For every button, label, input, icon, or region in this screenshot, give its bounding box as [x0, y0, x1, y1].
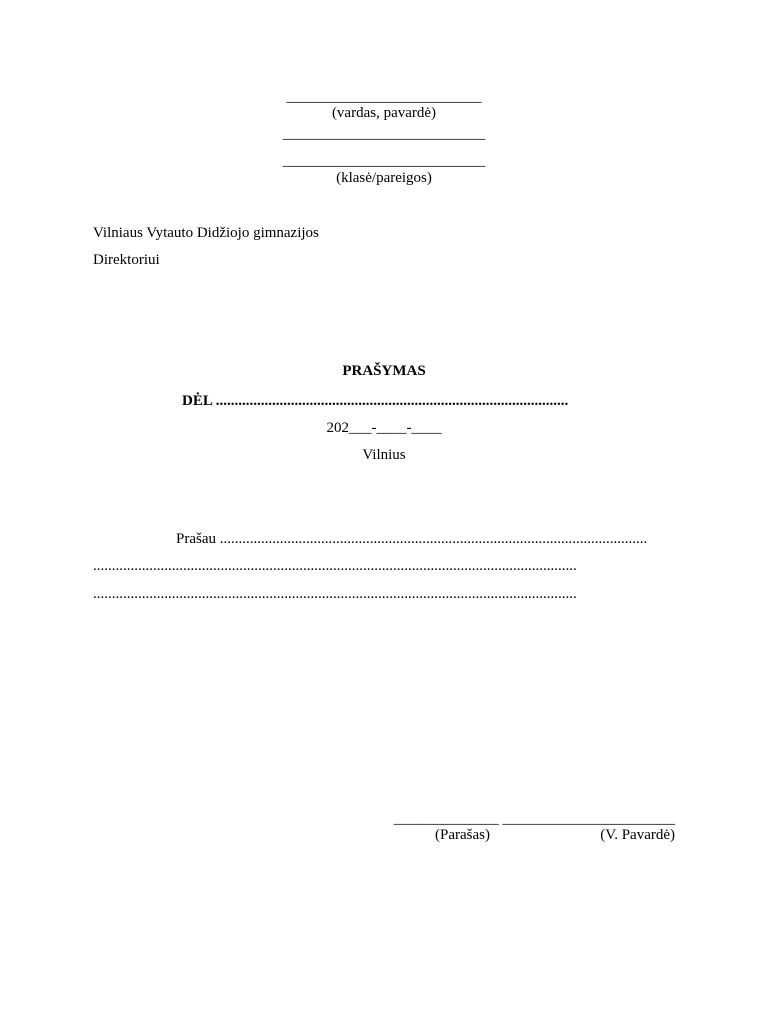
name-label: (V. Pavardė) [600, 827, 675, 843]
name-caption: (vardas, pavardė) [331, 105, 437, 121]
addressee-director: Direktoriui [93, 252, 160, 268]
subject-line: DĖL .............................................................................................. [182, 393, 569, 409]
blank-line-1: ___________________________ [282, 126, 486, 142]
place-line: Vilnius [362, 447, 406, 463]
addressee-school: Vilniaus Vytauto Didžiojo gimnazijos [93, 225, 319, 241]
request-line-3: ................................................................................................................................. [93, 586, 577, 602]
signature-lines: ______________ _______________________ [393, 811, 675, 827]
blank-line-2: ___________________________ [282, 153, 486, 169]
request-line-1: Prašau .................................................................................................................. [176, 531, 648, 547]
document-title: PRAŠYMAS [342, 363, 426, 379]
name-blank-line: __________________________ [286, 89, 482, 105]
signature-label: (Parašas) [435, 827, 490, 843]
date-line: 202___-____-____ [326, 420, 442, 436]
request-line-2: ................................................................................................................................. [93, 558, 577, 574]
class-caption: (klasė/pareigos) [336, 170, 432, 186]
